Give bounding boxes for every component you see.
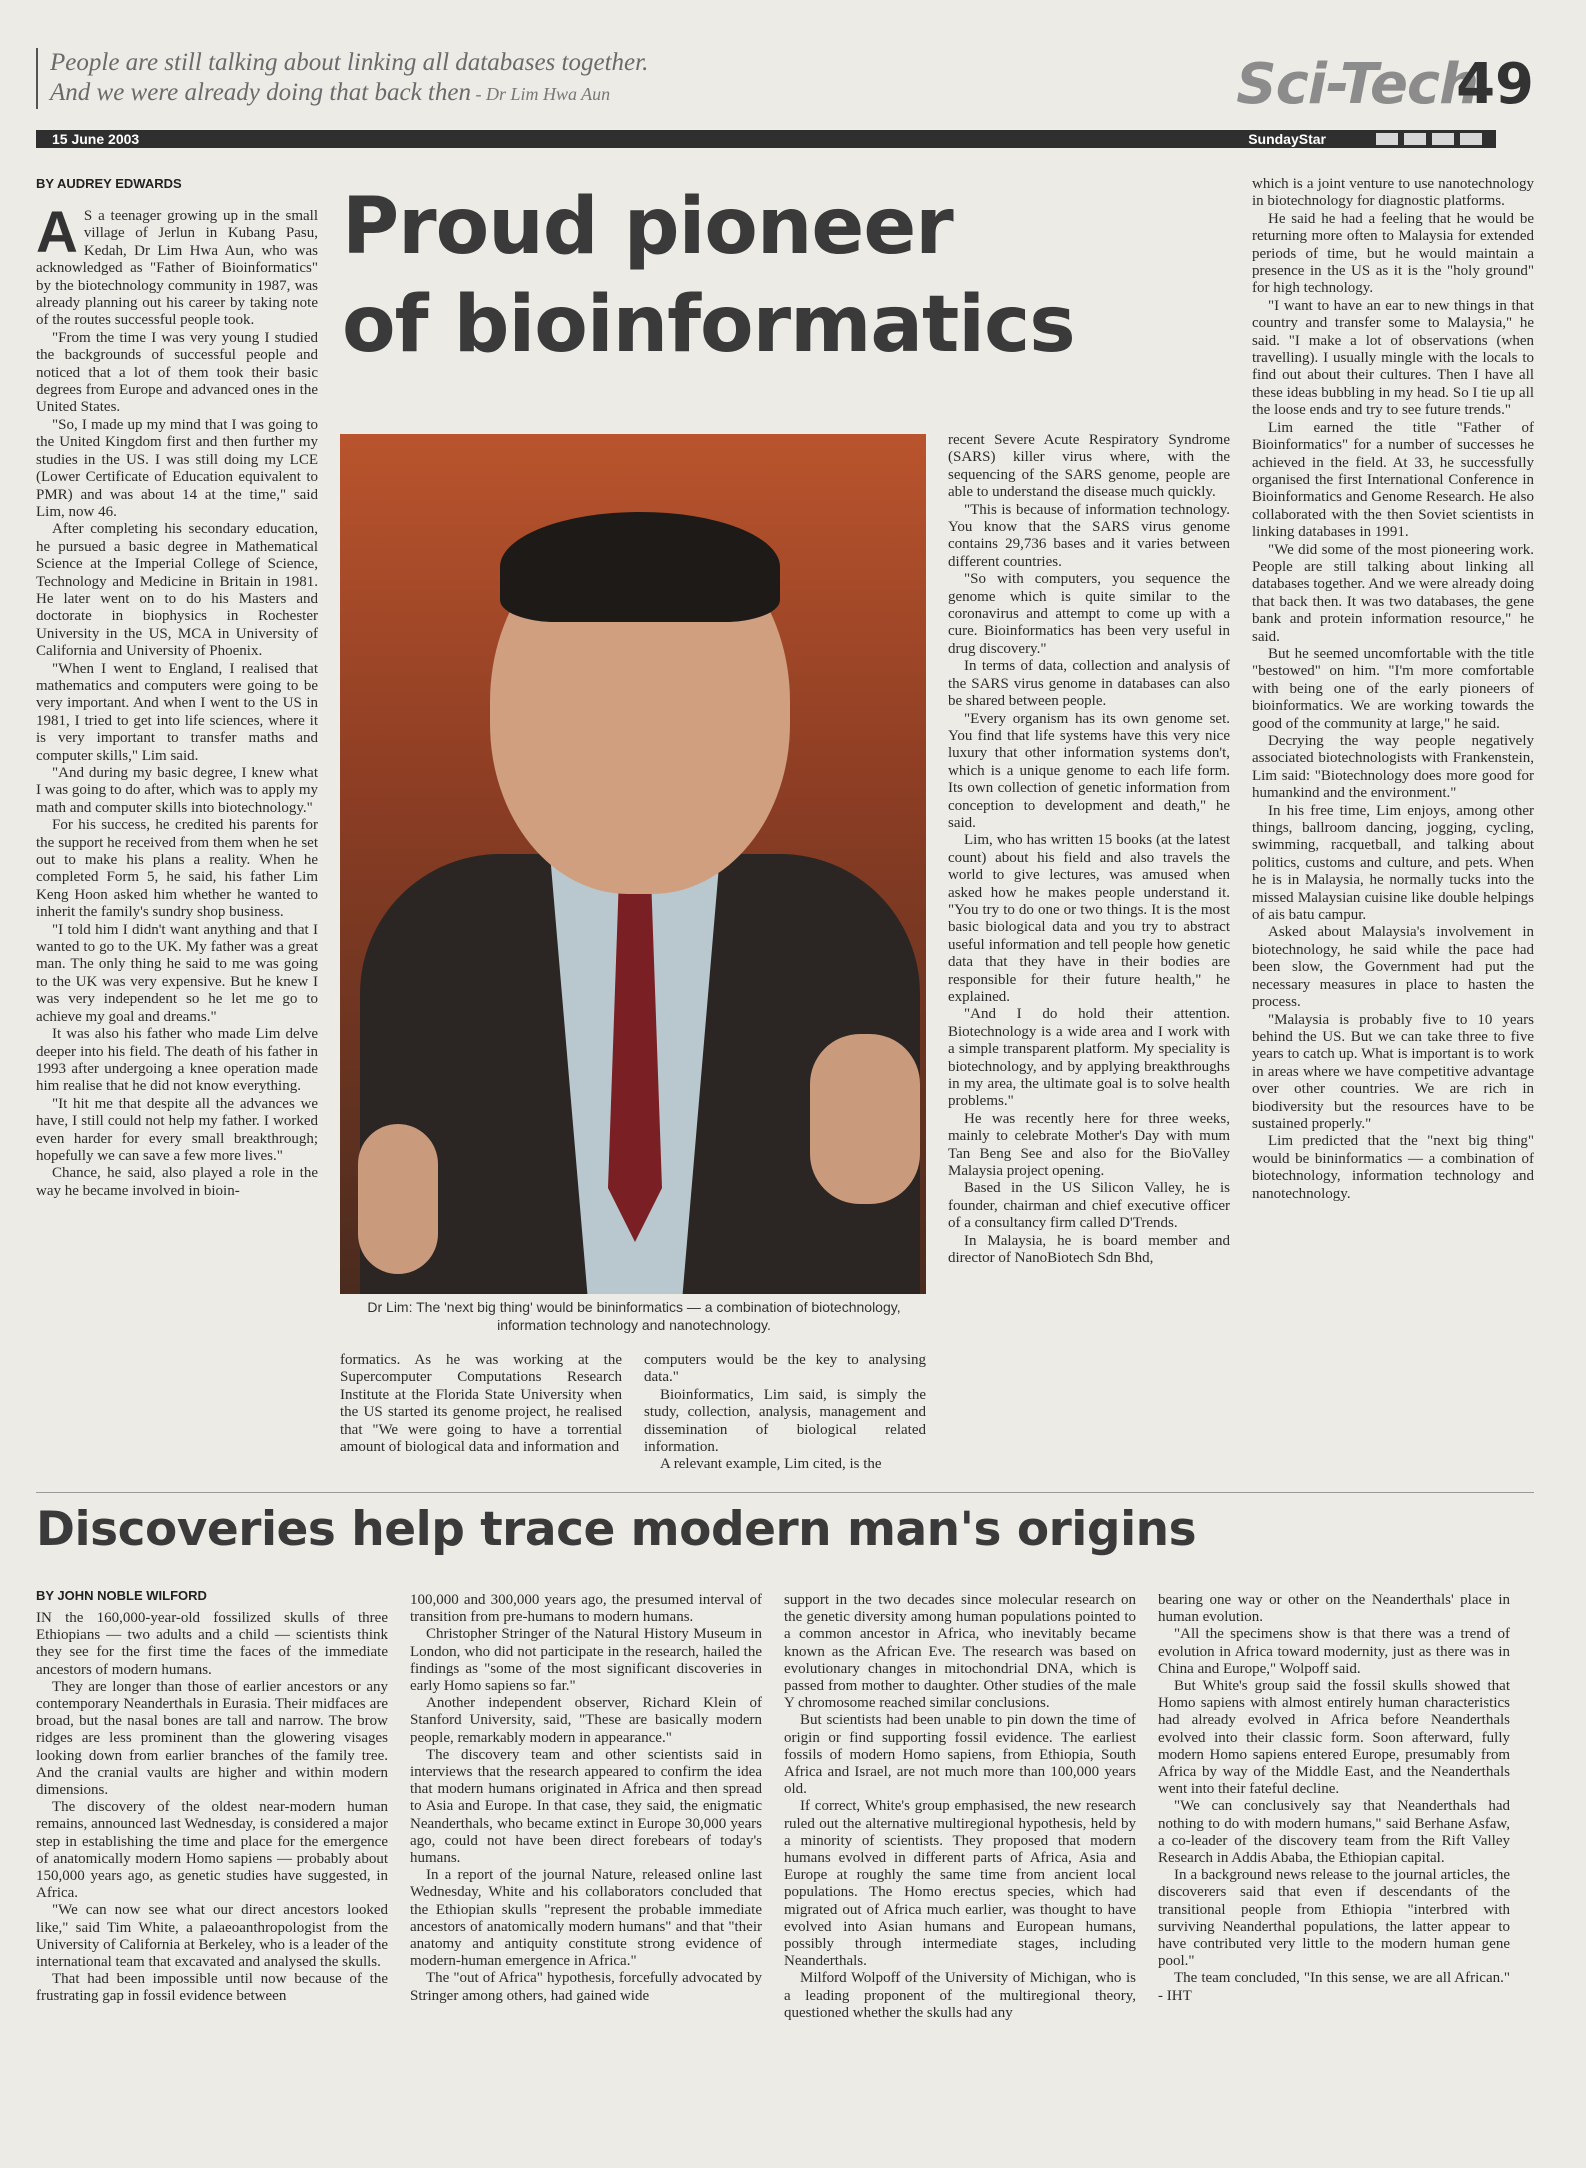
paragraph: "And I do hold their attention. Biotechnology is a wide area and I work with a simple transparent platform. My speciality is biotechnology, and by applying breakthroughs in my area, the ultimate goal is to solve health problems." bbox=[948, 1006, 1230, 1110]
paragraph: For his success, he credited his parents for the support he received from them when he set out to make his plans a reality. When he completed Form 5, he said, his father Lim Keng Hoon asked him whether he wanted to inherit the family's sundry shop business. bbox=[36, 817, 318, 921]
page-number: 49 bbox=[1456, 52, 1534, 117]
article2-byline: BY JOHN NOBLE WILFORD bbox=[36, 1588, 207, 1603]
paragraph: But White's group said the fossil skulls showed that Homo sapiens with almost entirely human characteristics had already evolved in Africa before Neanderthals evolved into their classic form. Soon afterward, fully modern Homo sapiens entered Europe, presumably from Africa by way of the Middle East, and the Neanderthals went into their fateful decline. bbox=[1158, 1678, 1510, 1798]
paragraph: "I want to have an ear to new things in that country and transfer some to Malaysia," he said. "I make a lot of observations (when travelling). I usually mingle with the locals to find out about their cultures. Then I have all these ideas bubbling in my head. So I tie up all the loose ends and try to see future trends." bbox=[1252, 297, 1534, 419]
paragraph: The team concluded, "In this sense, we are all African." - IHT bbox=[1158, 1970, 1510, 2004]
paragraph: Lim, who has written 15 books (at the latest count) about his field and also travels the world to give lectures, was amused when asked how he makes people understand it. "You try to do one or two things. It is the most basic biological data and you try to abstract useful information and tell people how genetic data that they have in their bodies are responsible for their future health," he explained. bbox=[948, 832, 1230, 1005]
paragraph: "This is because of information technology. You know that the SARS virus genome contains 29,736 bases and it varies between different countries. bbox=[948, 501, 1230, 570]
quote-line-2 bbox=[50, 78, 936, 109]
paragraph: Asked about Malaysia's involvement in biotechnology, he said while the pace had been slow, the Government had put the necessary measures in place to hasten the process. bbox=[1252, 924, 1534, 1011]
paragraph: "Malaysia is probably five to 10 years behind the US. But we can take three to five years to catch up. What is important is to work in areas where we have competitive advantage over other countries. We are rich in biodiversity but the resources have to be sustained properly." bbox=[1252, 1011, 1534, 1132]
paragraph: They are longer than those of earlier ancestors or any contemporary Neanderthals in Eurasia. Their midfaces are broad, but the nasal bones are tall and narrow. The brow ridges are less prominent than the glowering visages looking down from earlier branches of the family tree. And the cranial vaults are higher and within modern dimensions. bbox=[36, 1678, 388, 1799]
paragraph: "From the time I was very young I studied the backgrounds of successful people and noticed that a lot of them took their basic degrees from Europe and advanced ones in the United States. bbox=[36, 329, 318, 416]
paragraph: Decrying the way people negatively associated biotechnologists with Frankenstein, Lim said: "Biotechnology does more good for humankind and the environment." bbox=[1252, 733, 1534, 802]
article2-headline: Discoveries help trace modern man's origins bbox=[36, 1502, 1197, 1557]
paragraph: "I told him I didn't want anything and that I wanted to go to the UK. My father was a great man. The only thing he said to me was going to the UK was very expensive. But he knew I was very independent so he let me go to achieve my goal and dreams." bbox=[36, 921, 318, 1025]
article1-column-1 bbox=[36, 208, 318, 1478]
paragraph: In terms of data, collection and analysis of the SARS virus genome in databases can also be shared between people. bbox=[948, 658, 1230, 710]
paragraph: support in the two decades since molecular research on the genetic diversity among human populations pointed to a common ancestor in Africa, who inevitably became known as the African Eve. The research was based on evolutionary changes in mitochondrial DNA, which is passed from mother to daughter. Other studies of the male Y chromosome reached similar conclusions. bbox=[784, 1592, 1136, 1712]
masthead-quote bbox=[36, 48, 936, 109]
paragraph: 100,000 and 300,000 years ago, the presumed interval of transition from pre-humans to modern humans. bbox=[410, 1592, 762, 1626]
paragraph: But he seemed uncomfortable with the title "bestowed" on him. "I'm more comfortable with being one of the early pioneers of bioinformatics. We are working towards the good of the community at large," he said. bbox=[1252, 645, 1534, 732]
article2-column-1 bbox=[36, 1610, 388, 2150]
article1-headline-line1: Proud pioneer bbox=[342, 182, 953, 272]
article1-byline: BY AUDREY EDWARDS bbox=[36, 176, 182, 191]
paragraph: Milford Wolpoff of the University of Michigan, who is a leading proponent of the multiregional theory, questioned whether the skulls had any bbox=[784, 1970, 1136, 2021]
paragraph: In a report of the journal Nature, released online last Wednesday, White and his collaborators concluded that the Ethiopian skulls "represent the probable immediate ancestors of anatomically modern humans" and that "their anatomy and antiquity constitute strong evidence of modern-human emergence in Africa." bbox=[410, 1867, 762, 1970]
paragraph-text: S a teenager growing up in the small village of Jerlun in Kubang Pasu, Kedah, Dr Lim Hwa Aun, who was acknowledged as "Father of Bioinformatics" by the biotechnology community in 1987, was already planning out his career by taking note of the routes successful people took. bbox=[36, 208, 318, 329]
paragraph: In Malaysia, he is board member and director of NanoBiotech Sdn Bhd, bbox=[948, 1232, 1230, 1267]
paragraph: bearing one way or other on the Neanderthals' place in human evolution. bbox=[1158, 1592, 1510, 1626]
issue-date: 15 June 2003 bbox=[52, 131, 140, 147]
paragraph: "And during my basic degree, I knew what I was going to do after, which was to apply my math and computer skills into biotechnology." bbox=[36, 765, 318, 816]
paragraph: "So with computers, you sequence the genome which is quite similar to the coronavirus and attempt to come up with a cure. Bioinformatics has been very useful in drug discovery." bbox=[948, 571, 1230, 657]
portrait-photo bbox=[340, 434, 926, 1294]
article1-column-5 bbox=[1252, 176, 1534, 1478]
paragraph: If correct, White's group emphasised, the new research ruled out the alternative multiregional hypothesis, held by a minority of scientists. They proposed that modern humans evolved in different parts of Africa, Asia and Europe at roughly the same time from ancient local populations. The Homo erectus species, which had migrated out of Africa much earlier, was thought to have evolved into Asian humans and European humans, possibly through intermediate stages, including Neanderthals. bbox=[784, 1798, 1136, 1970]
paragraph: which is a joint venture to use nanotechnology in biotechnology for diagnostic platforms. bbox=[1252, 176, 1534, 210]
paragraph bbox=[36, 208, 318, 330]
paragraph: The discovery of the oldest near-modern human remains, announced last Wednesday, is considered a major step in establishing the time and place for the emergence of anatomically modern Homo sapiens — probably about 150,000 years ago, as genetic studies have suggested, in Africa. bbox=[36, 1799, 388, 1902]
paragraph: "We did some of the most pioneering work. People are still talking about linking all databases together. And we were already doing that back then. It was two databases, the gene bank and protein information resource," he said. bbox=[1252, 541, 1534, 645]
article1-headline bbox=[342, 178, 1242, 374]
article1-column-2 bbox=[340, 1352, 622, 1478]
article2-column-4 bbox=[1158, 1592, 1510, 2150]
paragraph: Bioinformatics, Lim said, is simply the study, collection, analysis, management and dissemination of biological related information. bbox=[644, 1386, 926, 1456]
paragraph: computers would be the key to analysing data." bbox=[644, 1352, 926, 1386]
paragraph: After completing his secondary education, he pursued a basic degree in Mathematical Science at the Imperial College of Science, Technology and Medicine in Britain in 1981. He later went on to do his Masters and doctorate in biophysics in Rochester University in the US, MCA in University of California and University of Phoenix. bbox=[36, 521, 318, 660]
paragraph: Based in the US Silicon Valley, he is founder, chairman and chief executive officer of a consultancy firm called D'Trends. bbox=[948, 1180, 1230, 1232]
masthead-rule bbox=[36, 130, 1496, 148]
photo-caption: Dr Lim: The 'next big thing' would be bininformatics — a combination of biotechnology, information technology and nanotechnology. bbox=[367, 1299, 901, 1333]
paragraph: IN the 160,000-year-old fossilized skulls of three Ethiopians — two adults and a child — scientists think they see for the first time the faces of the immediate ancestors of modern humans. bbox=[36, 1610, 388, 1678]
article1-column-4 bbox=[948, 432, 1230, 1478]
paragraph: He was recently here for three weeks, mainly to celebrate Mother's Day with mum Tan Beng See and also for the BioValley Malaysia project opening. bbox=[948, 1110, 1230, 1180]
drop-cap: A bbox=[36, 208, 78, 265]
paragraph: "When I went to England, I realised that mathematics and computers were going to be very important. And when I went to the US in 1981, I tried to get into life sciences, where it is very important to transfer maths and computer skills," Lim said. bbox=[36, 660, 318, 764]
paragraph: It was also his father who made Lim delve deeper into his field. The death of his father in 1993 after undergoing a knee operation made him realise that he did not know everything. bbox=[36, 1026, 318, 1095]
paragraph: A relevant example, Lim cited, is the bbox=[660, 1456, 882, 1473]
section-title: Sci-Tech bbox=[1236, 52, 1478, 117]
paragraph: recent Severe Acute Respiratory Syndrome (SARS) killer virus where, with the sequencing of the SARS genome, people are able to understand the disease much quickly. bbox=[948, 432, 1230, 501]
paragraph: "Every organism has its own genome set. You find that life systems have this very nice luxury that other information systems don't, which is a unique genome to each life form. Its own collection of genetic information from conception to development and death," he said. bbox=[948, 710, 1230, 831]
paragraph: "We can conclusively say that Neanderthals had nothing to do with modern humans," said Berhane Asfaw, a co-leader of the discovery team from the Rift Valley Research in Addis Ababa, the Ethiopian capital. bbox=[1158, 1798, 1510, 1867]
article1-column-3 bbox=[644, 1352, 926, 1478]
article1-headline-line2: of bioinformatics bbox=[342, 280, 1075, 370]
paragraph: Another independent observer, Richard Klein of Stanford University, said, "These are basically modern people, remarkably modern in appearance." bbox=[410, 1695, 762, 1746]
paragraph: The discovery team and other scientists said in interviews that the research appeared to confirm the idea that modern humans originated in Africa and then spread to Asia and Europe. In that case, they said, the enigmatic Neanderthals, who became extinct in Europe 30,000 years ago, could not have been direct forebears of today's humans. bbox=[410, 1746, 762, 1867]
article2-column-2 bbox=[410, 1592, 762, 2150]
paragraph: formatics. As he was working at the Supercomputer Computations Research Institute at the Florida State University when the US started its genome project, he realised that "We were going to have a torrential amount of biological data and information and bbox=[340, 1352, 622, 1456]
quote-attribution: - Dr Lim Hwa Aun bbox=[470, 84, 611, 104]
quote-line-1: People are still talking about linking all databases together. bbox=[50, 49, 649, 76]
paragraph: "It hit me that despite all the advances we have, I still could not help my father. I worked even harder for every small breakthrough; hopefully we can save a few more lives." bbox=[36, 1095, 318, 1164]
paragraph: Lim earned the title "Father of Bioinformatics" for a number of successes he achieved in the field. At 33, he successfully organised the first International Conference in Bioinformatics and Genome Research. He also collaborated with the then Soviet scientists in linking databases in 1991. bbox=[1252, 419, 1534, 541]
paragraph: "So, I made up my mind that I was going to the United Kingdom first and then further my studies in the US. I was still doing my LCE (Lower Certificate of Education equivalent to PMR) and was about 14 at the time," said Lim, now 46. bbox=[36, 416, 318, 520]
paragraph: But scientists had been unable to pin down the time of origin or find supporting fossil evidence. The earliest fossils of modern Homo sapiens, from Ethiopia, South Africa and Israel, are not much more than 100,000 years old. bbox=[784, 1712, 1136, 1798]
paragraph: "All the specimens show is that there was a trend of evolution in Africa toward modernity, just as there was in China and Europe," Wolpoff said. bbox=[1158, 1626, 1510, 1677]
paragraph: Christopher Stringer of the Natural History Museum in London, who did not participate in the research, hailed the findings as "some of the most significant discoveries in early Homo sapiens so far." bbox=[410, 1626, 762, 1695]
paragraph: That had been impossible until now because of the frustrating gap in fossil evidence between bbox=[36, 1971, 388, 2005]
paragraph: In his free time, Lim enjoys, among other things, ballroom dancing, jogging, cycling, swimming, racquetball, and talking about politics, customs and culture, and pets. When he is in Malaysia, he normally tucks into the missed Malaysian cuisine like double helpings of ais batu campur. bbox=[1252, 802, 1534, 924]
rule-blocks bbox=[1376, 133, 1482, 145]
paragraph: In a background news release to the journal articles, the discoverers said that even if descendants of the transitional people from Ethiopia "interbred with surviving Neanderthal populations, the latter appear to have contributed very little to the modern human gene pool." bbox=[1158, 1867, 1510, 1970]
paragraph: Lim predicted that the "next big thing" would be bininformatics — a combination of biotechnology, information technology and nanotechnology. bbox=[1252, 1133, 1534, 1202]
paragraph: Chance, he said, also played a role in the way he became involved in bioin- bbox=[36, 1165, 318, 1199]
paper-name: SundayStar bbox=[1248, 131, 1326, 147]
paragraph: The "out of Africa" hypothesis, forcefully advocated by Stringer among others, had gained wide bbox=[410, 1970, 762, 2004]
paragraph: "We can now see what our direct ancestors looked like," said Tim White, a palaeoanthropologist from the University of California at Berkeley, who is a leader of the international team that excavated and analysed the skulls. bbox=[36, 1902, 388, 1971]
paragraph: He said he had a feeling that he would be returning more often to Malaysia for extended periods of time, but he would maintain a presence in the US as it is the "holy ground" for high technology. bbox=[1252, 210, 1534, 297]
article-divider bbox=[36, 1492, 1534, 1493]
quote-line-2-text: And we were already doing that back then bbox=[50, 79, 471, 106]
article2-column-3 bbox=[784, 1592, 1136, 2150]
